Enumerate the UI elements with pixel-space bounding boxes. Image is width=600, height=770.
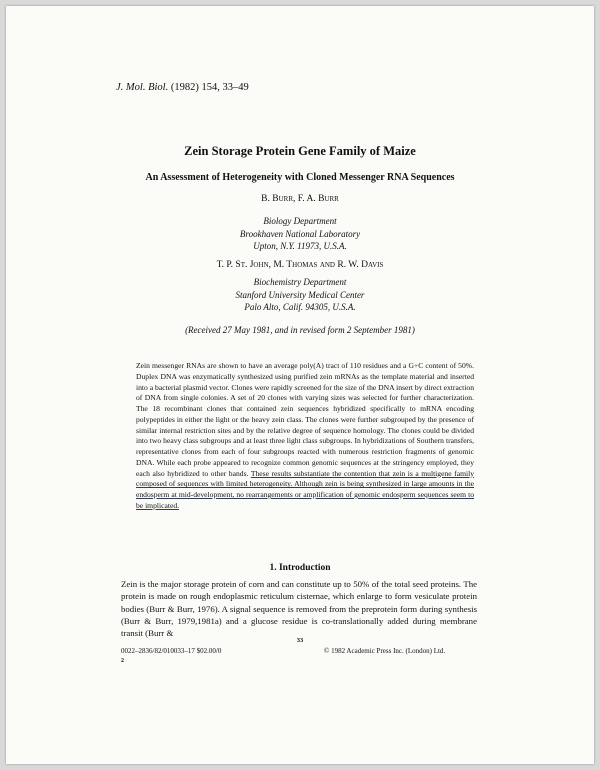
abstract-underlined-conclusion: These results substantiate the contention that zein is a multigene family composed of sequences with limited heterogeneity. Although zein is being synthesized in large amounts in the endosperm at mid-development, no rearrangements or amplification of genomic endosperm sequences seem to be implicated. (136, 468, 474, 510)
authors-line-2: T. P. St. John, M. Thomas and R. W. Davis (216, 260, 384, 270)
affiliation-1-location: Upton, N.Y. 11973, U.S.A. (253, 241, 347, 251)
footer-copyright: © 1982 Academic Press Inc. (London) Ltd. (324, 647, 446, 655)
document-page (6, 6, 594, 764)
paper-title: Zein Storage Protein Gene Family of Maize (184, 144, 416, 158)
affiliation-1-institution: Brookhaven National Laboratory (239, 228, 361, 239)
affiliation-1-department: Biology Department (263, 216, 337, 226)
abstract (136, 361, 474, 512)
affiliation-2-department: Biochemistry Department (253, 277, 347, 287)
journal-citation (116, 82, 249, 93)
authors-line-1: B. Burr, F. A. Burr (261, 194, 339, 204)
page-number: 33 (296, 637, 304, 644)
abstract-text: Zein messenger RNAs are shown to have an average poly(A) tract of 110 residues and a G+C content of 50%. Duplex DNA was enzymatically synthesized using purified zein mRNAs as the template material and inserted into a bacterial plasmid vector. Clones were rapidly screened for the size of the DNA insert by direct extraction of DNA from single colonies. A set of 20 clones with varying sizes was selected for further characterization. The 18 recombinant clones that contained zein sequences hybridized specifically to mRNA encoding polypeptides in either the light or the heavy zein class. The clones were further subgrouped by the presence of similar internal restriction sites and by the relative degree of sequence homology. The clones could be divided into two heavy class subgroups and at least three light class subgroups. In hybridizations of Southern transfers, representative clones from each of four subgroups reacted with numerous restriction fragments of genomic DNA. While each probe appeared to recognize common genomic sequences at the stringency employed, they each also hybridized to other bands. (136, 361, 474, 478)
footer-signature-mark: 2 (121, 658, 124, 664)
footer-article-code: 0022–2836/82/010033–17 $02.00/0 (121, 647, 222, 655)
affiliation-2 (6, 276, 594, 314)
journal-volume-pages: (1982) 154, 33–49 (170, 82, 249, 93)
journal-name: J. Mol. Biol. (116, 82, 169, 93)
affiliation-2-institution: Stanford University Medical Center (235, 289, 365, 300)
affiliation-1 (6, 215, 594, 253)
received-date: (Received 27 May 1981, and in revised form 2 September 1981) (185, 325, 415, 335)
introduction-paragraph: Zein is the major storage protein of corn and can constitute up to 50% of the total seed proteins. The protein is made on rough endoplasmic reticulum cisternae, which enlarge to form vesiculate protein bodies (Burr & Burr, 1976). A signal sequence is removed from the preprotein form during synthesis (Burr & Burr, 1979,1981a) and a glucose residue is co-translationally added during membrane transit (Burr & (121, 579, 477, 639)
paper-subtitle: An Assessment of Heterogeneity with Cloned Messenger RNA Sequences (145, 172, 455, 183)
affiliation-2-location: Palo Alto, Calif. 94305, U.S.A. (244, 302, 356, 312)
section-heading-introduction: 1. Introduction (269, 563, 331, 573)
